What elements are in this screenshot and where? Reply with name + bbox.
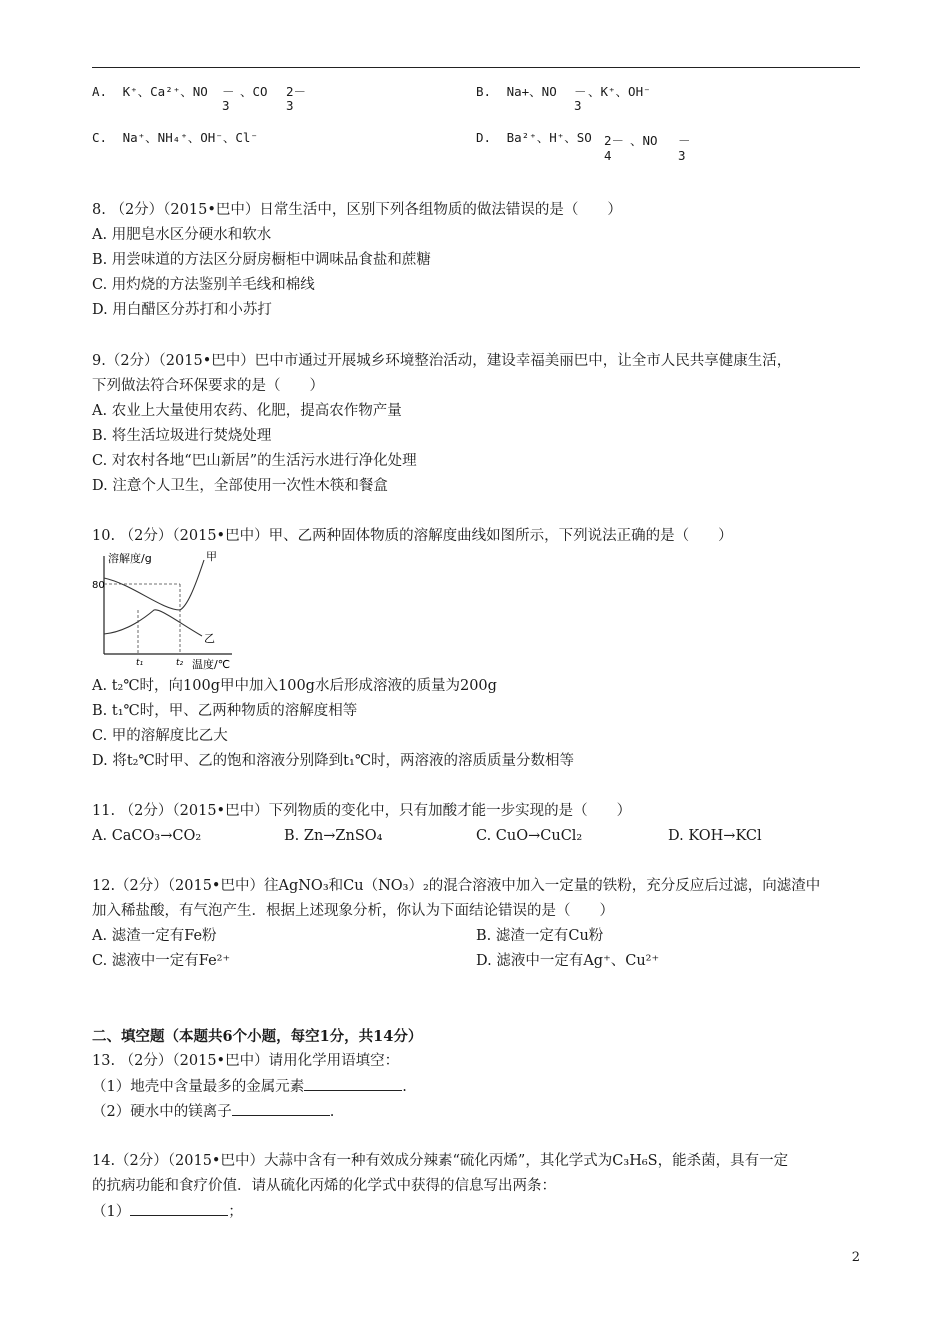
q10-option-a: A. t₂℃时，向100g甲中加入100g水后形成溶液的质量为200g xyxy=(92,678,497,694)
q14-stem-line1: 14.（2分）（2015•巴中）大蒜中含有一种有效成分辣素“硫化丙烯”，其化学式为C₃H₆S，能杀菌，具有一定 xyxy=(92,1153,789,1169)
answer-blank[interactable] xyxy=(304,1076,402,1091)
no3-sub: 3 xyxy=(574,98,582,113)
prev-option-d xyxy=(476,128,592,146)
q9-stem-line2: 下列做法符合环保要求的是（ ） xyxy=(92,378,324,394)
q13-part2-end: . xyxy=(329,1104,335,1120)
prev-option-a xyxy=(92,82,208,100)
q11-option-c: C. CuO→CuCl₂ xyxy=(476,828,583,844)
answer-blank[interactable] xyxy=(232,1101,330,1116)
q10-stem: 10. （2分）（2015•巴中）甲、乙两种固体物质的溶解度曲线如图所示，下列说法正确的是（ ） xyxy=(92,528,733,544)
option-text: Na+、NO xyxy=(506,84,557,99)
q9-stem-line1: 9.（2分）（2015•巴中）巴中市通过开展城乡环境整治活动，建设幸福美丽巴中，让全市人民共享健康生活， xyxy=(92,353,792,369)
page-number: 2 xyxy=(851,1250,860,1265)
x-tick-t1: t₁ xyxy=(136,658,144,668)
q13-part1-text: （1）地壳中含量最多的金属元素 xyxy=(92,1079,305,1095)
q10-option-c: C. 甲的溶解度比乙大 xyxy=(92,728,228,744)
no3-sign: － xyxy=(222,84,235,99)
co-text: 、CO xyxy=(240,84,268,99)
q12-stem-line2: 加入稀盐酸，有气泡产生．根据上述现象分析，你认为下面结论错误的是（ ） xyxy=(92,903,614,919)
y-axis-label: 溶解度/g xyxy=(108,552,152,565)
x-axis-label: 温度/℃ xyxy=(192,658,231,670)
q9-option-c: C. 对农村各地“巴山新居”的生活污水进行净化处理 xyxy=(92,453,417,469)
q14-part1 xyxy=(92,1201,243,1222)
q10-option-b: B. t₁℃时，甲、乙两种物质的溶解度相等 xyxy=(92,703,358,719)
option-text: Na⁺、NH₄⁺、OH⁻、Cl⁻ xyxy=(122,130,258,145)
top-rule xyxy=(92,67,860,68)
q13-part1 xyxy=(92,1076,407,1097)
option-label: C. xyxy=(92,130,108,145)
no3-sub: 3 xyxy=(222,98,230,113)
q11-stem: 11. （2分）（2015•巴中）下列物质的变化中，只有加酸才能一步实现的是（ ） xyxy=(92,803,632,819)
no3-sign: － xyxy=(574,84,587,99)
series-jia-label: 甲 xyxy=(206,550,217,563)
q11-option-a: A. CaCO₃→CO₂ xyxy=(92,828,202,844)
no-text: 、NO xyxy=(630,133,658,148)
option-label: B. xyxy=(476,84,492,99)
answer-blank[interactable] xyxy=(130,1201,228,1216)
q8-option-d: D. 用白醋区分苏打和小苏打 xyxy=(92,302,272,318)
prev-option-b xyxy=(476,82,557,100)
q8-option-b: B. 用尝味道的方法区分厨房橱柜中调味品食盐和蔗糖 xyxy=(92,252,431,268)
q12-stem-line1: 12.（2分）（2015•巴中）往AgNO₃和Cu（NO₃）₂的混合溶液中加入一定量的铁粉，充分反应后过滤，向滤渣中 xyxy=(92,878,821,894)
q8-option-a: A. 用肥皂水区分硬水和软水 xyxy=(92,227,272,243)
q11-option-d: D. KOH→KCl xyxy=(668,828,762,844)
q9-option-a: A. 农业上大量使用农药、化肥，提高农作物产量 xyxy=(92,403,402,419)
q12-option-b: B. 滤渣一定有Cu粉 xyxy=(476,928,604,944)
option-text: Ba²⁺、H⁺、SO xyxy=(506,130,592,145)
option-label: A. xyxy=(92,84,108,99)
q8-stem: 8. （2分）（2015•巴中）日常生活中，区别下列各组物质的做法错误的是（ ） xyxy=(92,202,622,218)
so4-sign: 2－ xyxy=(604,133,625,148)
section-heading: 二、填空题（本题共6个小题，每空1分，共14分） xyxy=(92,1028,423,1045)
y-tick-80: 80 xyxy=(92,580,105,591)
q8-option-c: C. 用灼烧的方法鉴别羊毛线和棉线 xyxy=(92,277,315,293)
q11-option-b: B. Zn→ZnSO₄ xyxy=(284,828,383,844)
q14-stem-line2: 的抗病功能和食疗价值．请从硫化丙烯的化学式中获得的信息写出两条： xyxy=(92,1178,556,1194)
q13-part2-text: （2）硬水中的镁离子 xyxy=(92,1104,232,1120)
x-tick-t2: t₂ xyxy=(176,658,184,668)
q14-part1-text: （1） xyxy=(92,1204,131,1220)
q9-option-b: B. 将生活垃圾进行焚烧处理 xyxy=(92,428,272,444)
option-text: K⁺、Ca²⁺、NO xyxy=(122,84,208,99)
q14-part1-end: ； xyxy=(228,1204,243,1220)
no3-sub: 3 xyxy=(678,148,686,163)
curve-yi xyxy=(104,610,202,636)
solubility-curve-graph xyxy=(92,550,242,670)
no3-sign: － xyxy=(678,133,691,148)
prev-option-c xyxy=(92,128,258,146)
q9-option-d: D. 注意个人卫生，全部使用一次性木筷和餐盒 xyxy=(92,478,388,494)
so4-sub: 4 xyxy=(604,148,612,163)
q13-part1-end: . xyxy=(402,1079,407,1095)
option-label: D. xyxy=(476,130,492,145)
curve-jia xyxy=(104,560,204,610)
q12-option-a: A. 滤渣一定有Fe粉 xyxy=(92,928,217,944)
series-yi-label: 乙 xyxy=(204,632,215,645)
q13-part2 xyxy=(92,1101,334,1122)
co3-sub: 3 xyxy=(286,98,294,113)
q12-option-d: D. 滤液中一定有Ag⁺、Cu²⁺ xyxy=(476,953,660,969)
q10-option-d: D. 将t₂℃时甲、乙的饱和溶液分别降到t₁℃时，两溶液的溶质质量分数相等 xyxy=(92,753,575,769)
co3-sign: 2－ xyxy=(286,84,307,99)
q13-stem: 13. （2分）（2015•巴中）请用化学用语填空： xyxy=(92,1053,400,1069)
q12-option-c: C. 滤液中一定有Fe²⁺ xyxy=(92,953,231,969)
option-b-rest: 、K⁺、OH⁻ xyxy=(588,84,651,99)
